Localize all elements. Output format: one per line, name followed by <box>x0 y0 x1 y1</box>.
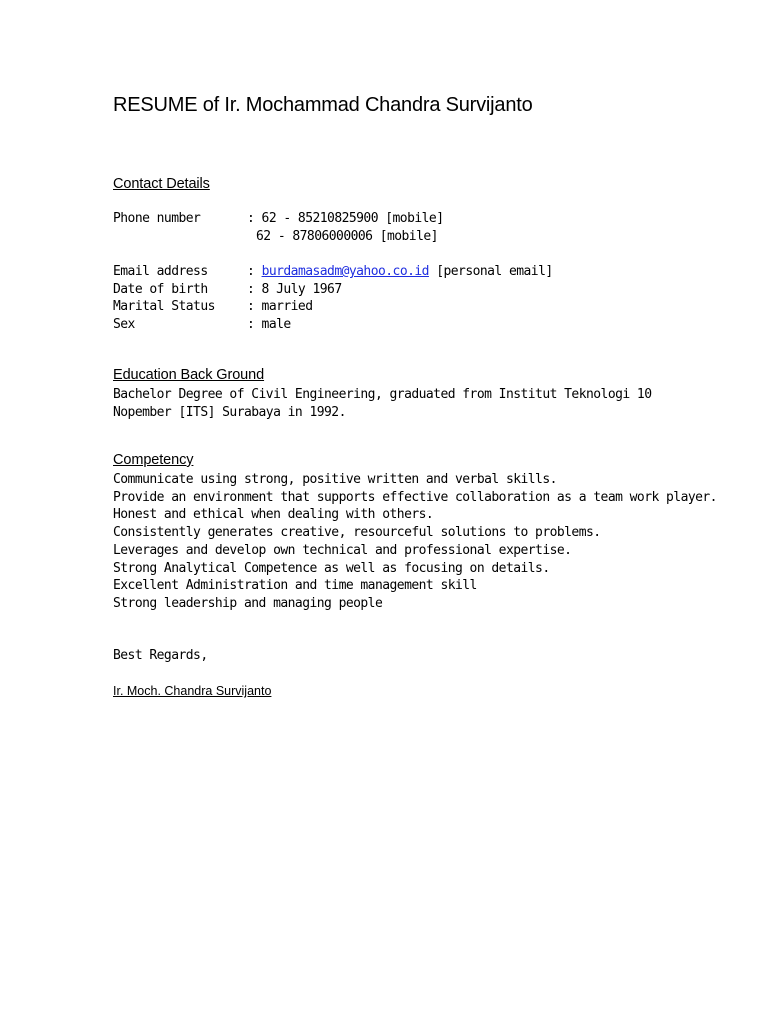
phone-mobile-2: 62 - 87806000006 [mobile] <box>256 229 438 244</box>
education-heading: Education Back Ground <box>113 367 265 383</box>
competency-item: Consistently generates creative, resourceful solutions to problems. <box>113 525 601 541</box>
email-label: Email address <box>113 264 208 279</box>
marital-value: : married <box>247 299 313 314</box>
dob-value: : 8 July 1967 <box>247 282 342 297</box>
email-suffix: [personal email] <box>428 264 553 279</box>
competency-heading: Competency <box>113 452 194 468</box>
competency-item: Strong Analytical Competence as well as focusing on details. <box>113 560 550 576</box>
phone-mobile-1: : 62 - 85210825900 [mobile] <box>247 211 444 226</box>
competency-list <box>113 471 717 613</box>
best-regards: Best Regards, <box>113 648 208 663</box>
competency-item: Communicate using strong, positive written and verbal skills. <box>113 472 557 487</box>
dob-label: Date of birth <box>113 282 208 297</box>
sex-label: Sex <box>113 317 135 332</box>
email-value <box>247 263 553 281</box>
email-prefix: : <box>247 264 262 279</box>
competency-item: Excellent Administration and time management skill <box>113 578 477 594</box>
sex-value: : male <box>247 317 291 332</box>
competency-item: Strong leadership and managing people <box>113 595 383 611</box>
competency-item: Provide an environment that supports effective collaboration as a team work player. <box>113 489 717 505</box>
competency-item: Honest and ethical when dealing with others. <box>113 507 434 523</box>
resume-title: RESUME of Ir. Mochammad Chandra Survijanto <box>113 94 533 116</box>
education-line: Nopember [ITS] Surabaya in 1992. <box>113 404 346 420</box>
marital-label: Marital Status <box>113 299 215 314</box>
education-line: Bachelor Degree of Civil Engineering, graduated from Institut Teknologi 10 <box>113 387 652 402</box>
contact-details-heading: Contact Details <box>113 176 210 192</box>
education-text <box>113 386 651 421</box>
phone-label: Phone number <box>113 211 201 226</box>
competency-item: Leverages and develop own technical and professional expertise. <box>113 542 572 558</box>
email-link[interactable]: burdamasadm@yahoo.co.id <box>261 264 429 279</box>
signature-name: Ir. Moch. Chandra Survijanto <box>113 684 272 698</box>
